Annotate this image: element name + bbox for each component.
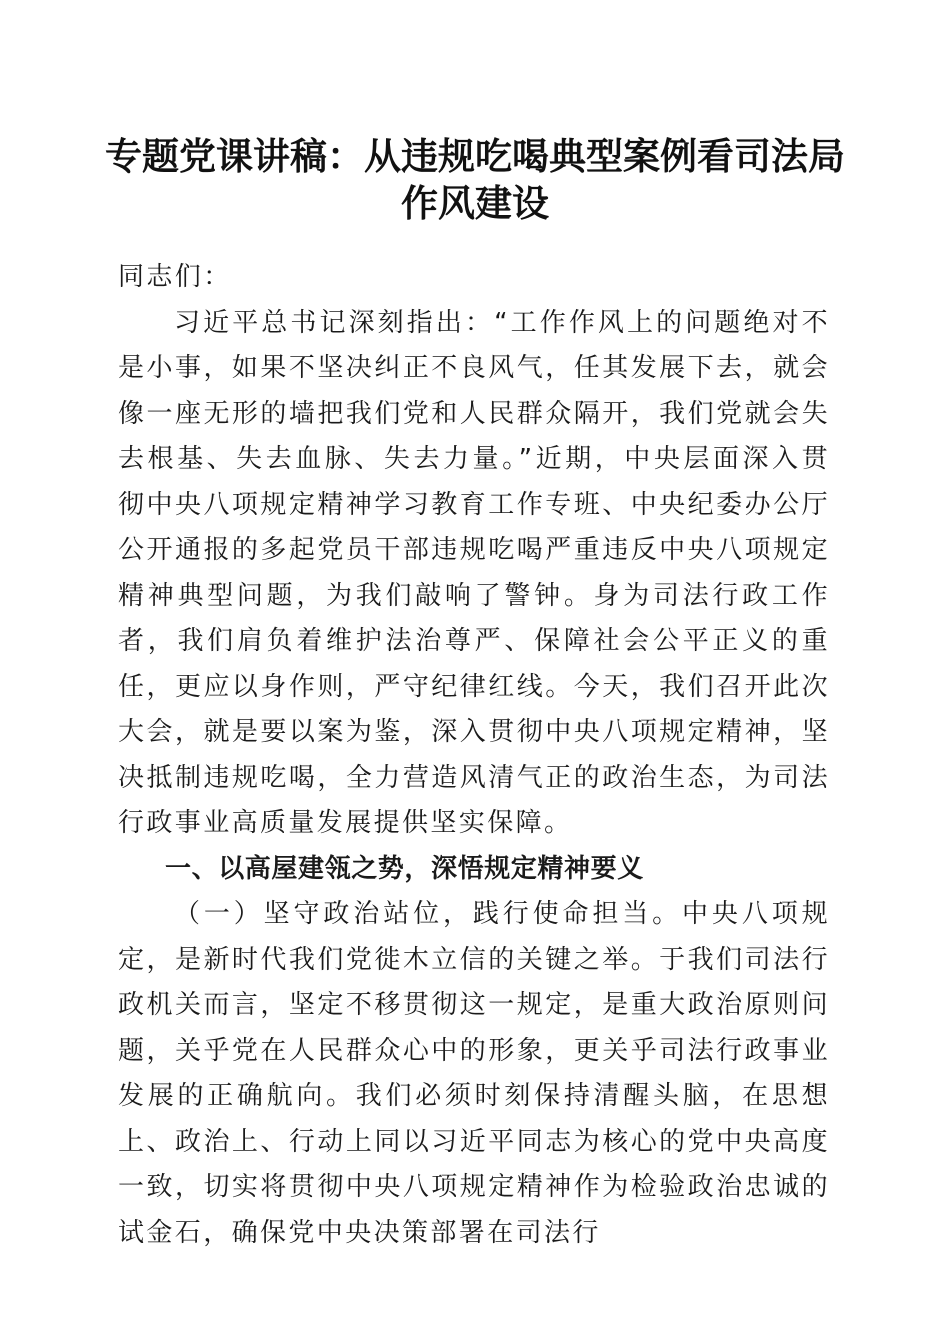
paragraph-intro: 习近平总书记深刻指出：“工作作风上的问题绝对不是小事，如果不坚决纠正不良风气，任其发展下去，就会像一座无形的墙把我们党和人民群众隔开，我们党就会失去根基、失去血脉、失去力量。”近期，中央层面深入贯彻中央八项规定精神学习教育工作专班、中央纪委办公厅公开通报的多起党员干部违规吃喝严重违反中央八项规定精神典型问题，为我们敲响了警钟。身为司法行政工作者，我们肩负着维护法治尊严、保障社会公平正义的重任，更应以身作则，严守纪律红线。今天，我们召开此次大会，就是要以案为鉴，深入贯彻中央八项规定精神，坚决抵制违规吃喝，全力营造风清气正的政治生态，为司法行政事业高质量发展提供坚实保障。 xyxy=(118,307,830,838)
section-heading-1: 一、以高屋建瓴之势，深悟规定精神要义 xyxy=(165,853,644,884)
document-title-line-2: 作风建设 xyxy=(401,181,549,225)
document-body xyxy=(118,255,830,1256)
document-title xyxy=(100,133,850,227)
greeting: 同志们： xyxy=(118,262,232,292)
document-title-line-1: 专题党课讲稿：从违规吃喝典型案例看司法局 xyxy=(105,134,845,178)
paragraph-section-1-1: （一）坚守政治站位，践行使命担当。中央八项规定，是新时代我们党徙木立信的关键之举。于我们司法行政机关而言，坚定不移贯彻这一规定，是重大政治原则问题，关乎党在人民群众心中的形象，更关乎司法行政事业发展的正确航向。我们必须时刻保持清醒头脑，在思想上、政治上、行动上同以习近平同志为核心的党中央高度一致，切实将贯彻中央八项规定精神作为检验政治忠诚的试金石，确保党中央决策部署在司法行 xyxy=(118,899,830,1248)
